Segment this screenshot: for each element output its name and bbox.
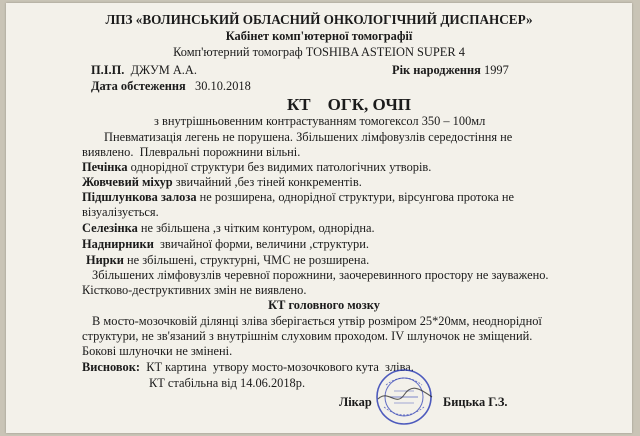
birth-year-value: 1997: [484, 63, 509, 77]
brain-title: КТ головного мозку: [268, 298, 380, 312]
adrenal-label: Наднирники: [82, 237, 154, 251]
lymph-nodes-line: Збільшених лімфовузлів черевної порожнини, заочеревинного простору не зауважено.: [92, 268, 549, 282]
institution-title: ЛПЗ «ВОЛИНСЬКИЙ ОБЛАСНИЙ ОНКОЛОГІЧНИЙ ДИСПАНСЕР»: [105, 12, 533, 27]
pancreas-row: [82, 190, 514, 205]
conclusion-row: [82, 360, 414, 375]
lungs-line-1: Пневматизація легень не порушена. Збільшених лімфовузлів середостіння не: [104, 130, 513, 144]
doctor-role: Лікар: [339, 395, 372, 409]
pancreas-text-1: не розширена, однорідної структури, вірсунгова протока не: [196, 190, 515, 204]
adrenal-text: звичайної форми, величини ,структури.: [153, 237, 369, 251]
brain-line-2: структури, не зв'язаний з внутрішнім слуховим проходом. IV шлуночок не зміщений.: [82, 329, 533, 343]
gallbladder-label: Жовчевий міхур: [82, 175, 173, 189]
gallbladder-row: [82, 175, 362, 190]
birth-year-row: [392, 63, 509, 78]
spleen-row: [82, 221, 375, 236]
conclusion-label: Висновок:: [82, 360, 140, 374]
patient-name-value: ДЖУМ А.А.: [130, 63, 197, 77]
brain-line-3: Бокові шлуночки не змінені.: [82, 344, 233, 358]
contrast-note: з внутрішньовенним контрастуванням томогексол 350 – 100мл: [154, 114, 486, 128]
exam-date-row: [91, 79, 251, 94]
patient-name-label: П.І.П.: [91, 63, 125, 77]
patient-name-row: [91, 63, 197, 78]
bone-line: Кістково-деструктивних змін не виявлено.: [82, 283, 307, 297]
birth-year-label: Рік народження: [392, 63, 481, 77]
report-sheet: [6, 3, 632, 433]
pancreas-text-2: візуалізується.: [82, 205, 159, 219]
official-stamp: [374, 367, 434, 427]
brain-line-1: В мосто-мозочковій ділянці зліва зберігається утвір розміром 25*20мм, неоднорідної: [92, 314, 542, 328]
adrenal-row: [82, 237, 369, 252]
stable-line: КТ стабільна від 14.06.2018р.: [149, 376, 306, 390]
liver-text: однорідної структури без видимих патологічних утворів.: [127, 160, 432, 174]
pancreas-label: Підшлункова залоза: [82, 190, 197, 204]
exam-date-value: 30.10.2018: [195, 79, 251, 93]
office-title: Кабінет комп'ютерної томографії: [225, 29, 413, 43]
kidney-label: Нирки: [86, 253, 124, 267]
doctor-name: Бицька Г.З.: [443, 395, 508, 409]
spleen-text: не збільшена ,з чітким контуром, однорідна.: [137, 221, 375, 235]
device-name: Комп'ютерний томограф TOSHIBA ASTEION SUPER 4: [173, 45, 465, 59]
kidney-row: [86, 253, 369, 268]
gallbladder-text: звичайний ,без тіней конкрементів.: [172, 175, 362, 189]
spleen-label: Селезінка: [82, 221, 138, 235]
kidney-text: не збільшені, структурні, ЧМС не розширена.: [123, 253, 370, 267]
exam-title: КТ ОГК, ОЧП: [286, 95, 412, 114]
liver-label: Печінка: [82, 160, 128, 174]
exam-date-label: Дата обстеження: [91, 79, 186, 93]
liver-row: [82, 160, 431, 175]
stamp-ink: [377, 370, 431, 424]
conclusion-text: КТ картина утвору мосто-мозочкового кута зліва.: [140, 360, 414, 374]
lungs-line-2: виявлено. Плевральні порожнини вільні.: [82, 145, 301, 159]
